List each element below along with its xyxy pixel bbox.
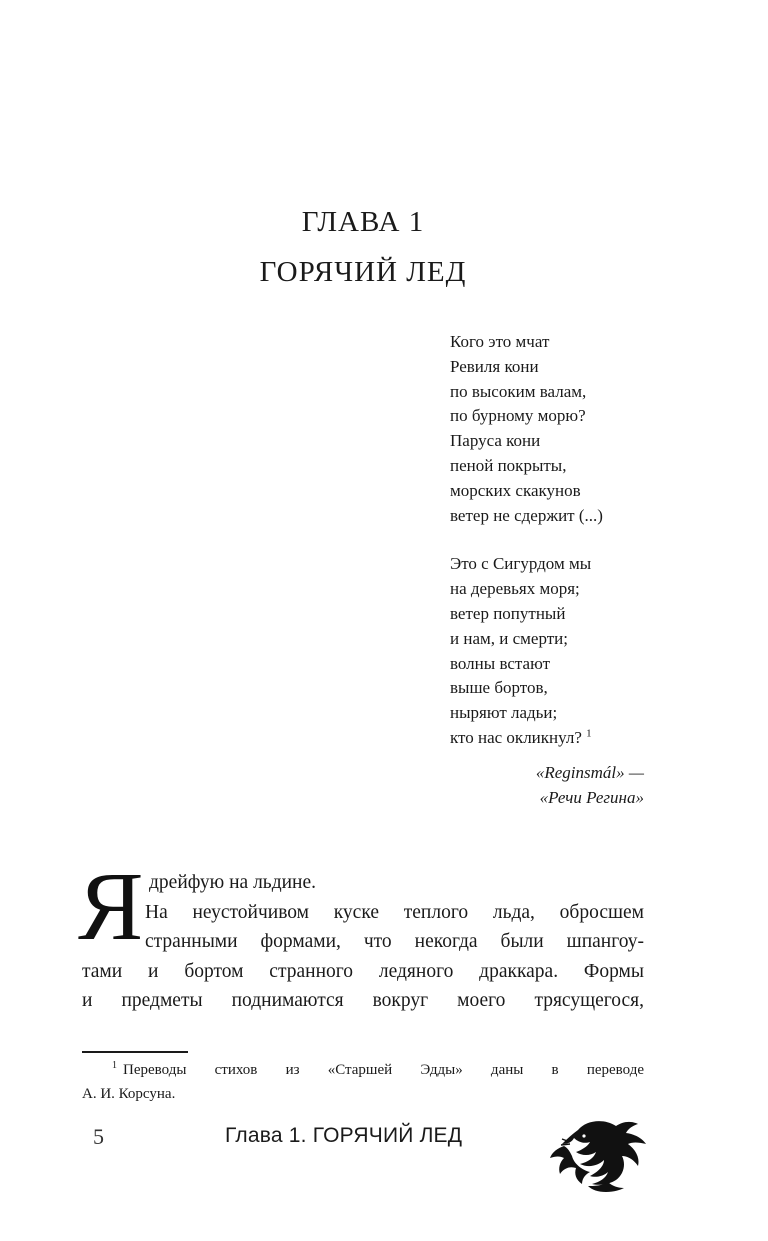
body-text: [82, 868, 644, 1016]
epigraph-line: Паруса кони: [450, 431, 541, 451]
footnote-text: Переводы стихов из «Старшей Эдды» даны в переводе: [123, 1062, 644, 1078]
epigraph-stanza-1: [450, 330, 650, 528]
epigraph-line: по высоким валам,: [450, 381, 587, 401]
footnote-divider: [82, 1051, 188, 1053]
epigraph-line: на деревьях моря;: [450, 579, 580, 599]
epigraph-line: по бурному морю?: [450, 406, 586, 426]
epigraph-line: морских скакунов: [450, 480, 581, 500]
epigraph-line: ветер попутный: [450, 603, 566, 623]
epigraph-line: ныряют ладьи;: [450, 703, 558, 723]
page-number: 5: [93, 1124, 104, 1149]
epigraph: [450, 330, 650, 751]
running-header: Глава 1. ГОРЯЧИЙ ЛЕД: [225, 1124, 463, 1147]
epigraph-line: и нам, и смерти;: [450, 628, 568, 648]
drop-cap: Я: [78, 853, 144, 961]
epigraph-stanza-2: [450, 552, 650, 750]
footnote-line-2: А. И. Корсуна.: [82, 1086, 176, 1102]
body-line: На неустойчивом куске теплого льда, обросшем: [145, 901, 644, 923]
attribution-translation: «Речи Регина»: [539, 788, 644, 807]
footnote-mark: 1: [112, 1060, 117, 1071]
footnote-reference[interactable]: 1: [586, 727, 592, 740]
epigraph-attribution: [440, 760, 644, 810]
body-line: тами и бортом странного ледяного драккара. Формы: [82, 960, 644, 982]
attribution-original: «Reginsmál» —: [535, 763, 644, 782]
epigraph-line: выше бортов,: [450, 678, 548, 698]
epigraph-line: волны встают: [450, 653, 550, 673]
epigraph-line: кто нас окликнул?: [450, 727, 582, 747]
dragon-emblem-icon: [548, 1112, 648, 1194]
chapter-title: ГОРЯЧИЙ ЛЕД: [259, 256, 467, 288]
epigraph-line-with-ref: [450, 726, 650, 751]
chapter-number: ГЛАВА 1: [301, 206, 425, 238]
body-line: и предметы поднимаются вокруг моего трясущегося,: [82, 990, 644, 1011]
body-line: странными формами, что некогда были шпангоу-: [145, 931, 644, 952]
epigraph-line: пеной покрыты,: [450, 455, 567, 475]
epigraph-line: ветер не сдержит (...): [450, 505, 603, 525]
epigraph-line: Это с Сигурдом мы: [450, 554, 592, 574]
epigraph-line: Кого это мчат: [450, 332, 550, 351]
footnote-line-1: [82, 1058, 644, 1082]
footnote: [82, 1058, 644, 1106]
epigraph-line: Ревиля кони: [450, 356, 539, 376]
body-line: дрейфую на льдине.: [149, 872, 317, 893]
